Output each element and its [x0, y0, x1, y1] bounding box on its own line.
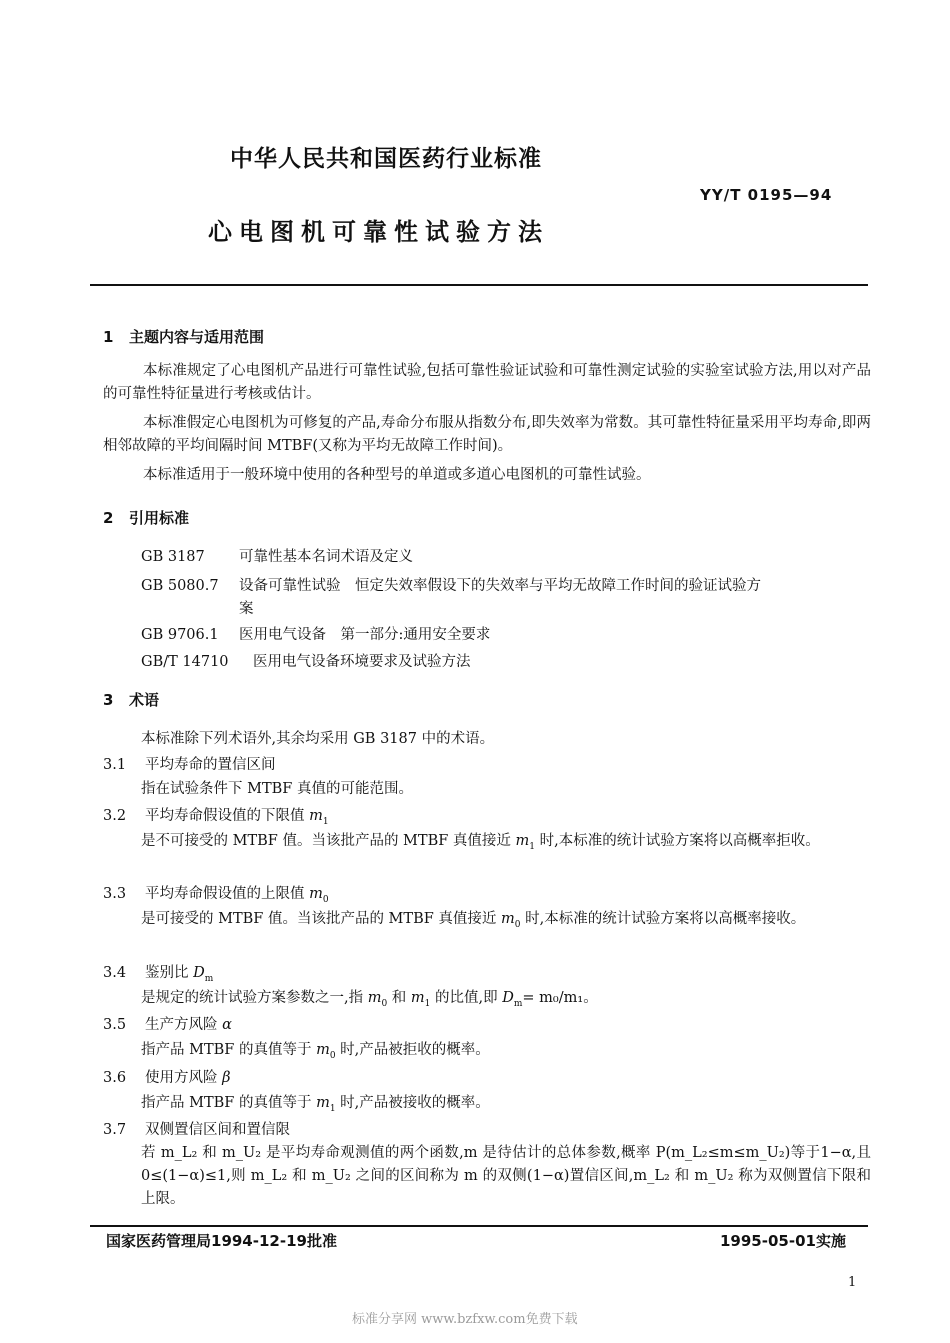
- symbol: m: [501, 911, 515, 927]
- standard-code: YY/T 0195—94: [700, 186, 833, 204]
- definition-text: 指产品 MTBF 的真值等于: [141, 1042, 317, 1058]
- term-3-7-definition: 若 m_L₂ 和 m_U₂ 是平均寿命观测值的两个函数,m 是待估计的总体参数,概率 P(m_L₂≤m≤m_U₂)等于1−α,且 0≤(1−α)≤1,则 m_L₂ 和 m_U₂ 之间的区间称为 m 的双侧(1−α)置信区间,m_L₂ 和 m_U₂ 称为双侧置信下限和上限。: [141, 1145, 871, 1207]
- reference-code: GB/T 14710: [141, 654, 229, 670]
- section-3-heading: [103, 689, 159, 710]
- section-1-paragraph-3: 本标准适用于一般环境中使用的各种型号的单道或多道心电图机的可靠性试验。: [143, 467, 651, 483]
- section-1-paragraph-1: 本标准规定了心电图机产品进行可靠性试验,包括可靠性验证试验和可靠性测定试验的实验室试验方法,用以对产品的可靠性特征量进行考核或估计。: [103, 363, 871, 402]
- definition-text: 时,本标准的统计试验方案将以高概率接收。: [520, 911, 806, 927]
- document-title: 心电图机可靠性试验方法: [208, 218, 549, 246]
- term-3-4-heading: [103, 961, 213, 984]
- definition-text: 和: [387, 990, 411, 1006]
- footer-divider: [90, 1225, 868, 1227]
- symbol: D: [193, 965, 205, 981]
- definition-text: 是可接受的 MTBF 值。当该批产品的 MTBF 真值接近: [141, 911, 502, 927]
- term-title: 双侧置信区间和置信限: [145, 1122, 290, 1138]
- term-3-5-definition: [141, 1039, 871, 1068]
- formula: = m₀/m₁。: [522, 990, 598, 1006]
- term-3-6-definition: [141, 1092, 871, 1121]
- term-3-5-heading: [103, 1013, 232, 1034]
- definition-text: 是不可接受的 MTBF 值。当该批产品的 MTBF 真值接近: [141, 833, 516, 849]
- header-divider: [90, 284, 868, 286]
- term-number: 3.2: [103, 808, 127, 824]
- symbol-subscript: 1: [322, 816, 329, 827]
- symbol: m: [367, 990, 382, 1006]
- section-title: 主题内容与适用范围: [129, 328, 265, 346]
- symbol: m: [410, 990, 425, 1006]
- term-title: 平均寿命假设值的下限值: [145, 808, 305, 824]
- standard-category-title: 中华人民共和国医药行业标准: [230, 146, 542, 172]
- symbol: m: [515, 833, 530, 849]
- term-number: 3.1: [103, 757, 127, 773]
- section-number: 2: [103, 509, 114, 527]
- symbol: m: [309, 808, 323, 824]
- term-3-7-heading: [103, 1118, 290, 1139]
- section-title: 引用标准: [129, 509, 190, 527]
- reference-item: [141, 623, 490, 644]
- term-3-1-heading: [103, 753, 276, 774]
- symbol: m: [309, 886, 323, 902]
- symbol-subscript: 0: [514, 919, 521, 930]
- definition-text: 是规定的统计试验方案参数之一,指: [141, 990, 368, 1006]
- symbol-subscript: 1: [424, 998, 431, 1009]
- section-1-heading: [103, 326, 264, 347]
- symbol-subscript: m: [513, 998, 523, 1009]
- definition-text: 的比值,即: [430, 990, 503, 1006]
- symbol: β: [222, 1070, 231, 1086]
- effective-date-line: 1995-05-01实施: [720, 1232, 846, 1250]
- term-title: 生产方风险: [145, 1017, 218, 1033]
- symbol: m: [316, 1095, 330, 1111]
- reference-text: 可靠性基本名词术语及定义: [239, 549, 413, 565]
- section-title: 术语: [129, 691, 160, 709]
- section-3-intro: 本标准除下列术语外,其余均采用 GB 3187 中的术语。: [141, 731, 495, 747]
- term-title: 鉴别比: [145, 965, 189, 981]
- section-number: 1: [103, 328, 114, 346]
- reference-item: [141, 650, 471, 671]
- section-2-heading: [103, 507, 189, 528]
- term-number: 3.6: [103, 1070, 127, 1086]
- term-number: 3.3: [103, 886, 127, 902]
- term-3-2-heading: [103, 804, 329, 827]
- symbol: α: [222, 1017, 232, 1033]
- term-title: 使用方风险: [145, 1070, 218, 1086]
- term-3-2-definition: [141, 830, 871, 859]
- symbol-subscript: 1: [529, 841, 535, 852]
- reference-code: GB 5080.7: [141, 578, 219, 594]
- reference-code: GB 9706.1: [141, 627, 219, 643]
- term-title: 平均寿命假设值的上限值: [145, 886, 305, 902]
- term-3-3-definition: [141, 908, 871, 937]
- term-3-1-definition: 指在试验条件下 MTBF 真值的可能范围。: [141, 781, 413, 797]
- symbol-subscript: m: [204, 973, 214, 984]
- reference-item: [141, 574, 761, 595]
- approval-line: 国家医药管理局1994-12-19批准: [106, 1232, 337, 1250]
- term-title: 平均寿命的置信区间: [145, 757, 276, 773]
- term-3-3-heading: [103, 882, 329, 905]
- page-number: 1: [848, 1275, 857, 1290]
- symbol: m: [316, 1042, 330, 1058]
- definition-text: 指产品 MTBF 的真值等于: [141, 1095, 317, 1111]
- definition-text: 时,产品被拒收的概率。: [335, 1042, 490, 1058]
- term-number: 3.5: [103, 1017, 127, 1033]
- reference-text: 医用电气设备 第一部分:通用安全要求: [239, 627, 491, 643]
- term-3-4-definition: [141, 987, 871, 1016]
- definition-text: 时,本标准的统计试验方案将以高概率拒收。: [535, 833, 820, 849]
- term-number: 3.4: [103, 965, 127, 981]
- symbol-subscript: 0: [381, 998, 388, 1009]
- reference-text: 设备可靠性试验 恒定失效率假设下的失效率与平均无故障工作时间的验证试验方: [239, 578, 761, 594]
- symbol-subscript: 0: [329, 1050, 336, 1061]
- site-watermark: 标准分享网 www.bzfxw.com免费下载: [352, 1312, 578, 1327]
- symbol: D: [502, 990, 514, 1006]
- symbol-subscript: 0: [322, 894, 329, 905]
- section-1-paragraph-2: 本标准假定心电图机为可修复的产品,寿命分布服从指数分布,即失效率为常数。其可靠性特征量采用平均寿命,即两相邻故障的平均间隔时间 MTBF(又称为平均无故障工作时间)。: [103, 415, 871, 454]
- reference-text: 医用电气设备环境要求及试验方法: [253, 654, 471, 670]
- term-number: 3.7: [103, 1122, 127, 1138]
- reference-text-continuation: 案: [239, 601, 254, 617]
- term-3-6-heading: [103, 1066, 231, 1087]
- reference-item: [141, 545, 413, 566]
- section-number: 3: [103, 691, 114, 709]
- symbol-subscript: 1: [329, 1103, 336, 1114]
- reference-code: GB 3187: [141, 549, 205, 565]
- definition-text: 时,产品被接收的概率。: [335, 1095, 490, 1111]
